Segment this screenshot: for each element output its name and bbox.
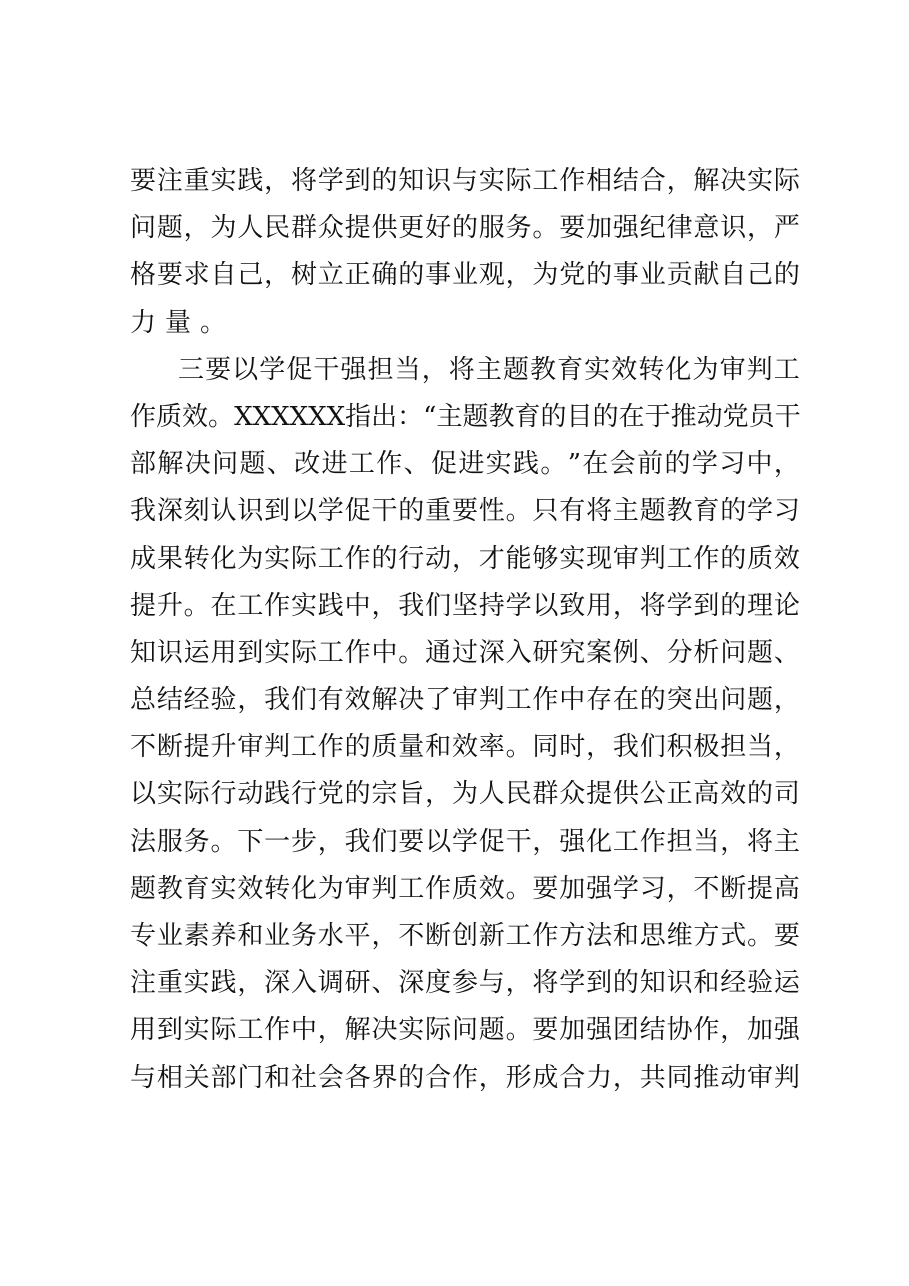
text-line: 题 教 育 实 效 转 化 为 审 判 工 作 质 效 。 要 加 强 学 习 ， 不 断 提 高 — [130, 873, 800, 904]
text-line: 用 到 实 际 工 作 中 ， 解 决 实 际 问 题 。 要 加 强 团 结 协 作 ， 加 强 — [130, 1015, 800, 1046]
body-text — [130, 158, 800, 1102]
text-line: 与 相 关 部 门 和 社 会 各 界 的 合 作 ， 形 成 合 力 ， 共 同 推 动 审 判 — [130, 1062, 800, 1093]
text-line: 格 要 求 自 己 ， 树 立 正 确 的 事 业 观 ， 为 党 的 事 业 贡 献 自 己 的 — [130, 260, 800, 291]
text-line: 力量。 — [130, 307, 236, 338]
text-line: 不 断 提 升 审 判 工 作 的 质 量 和 效 率 。 同 时 ， 我 们 积 极 担 当 ， — [130, 732, 800, 763]
text-line: 要 注 重 实 践 ， 将 学 到 的 知 识 与 实 际 工 作 相 结 合 ， 解 决 实 际 — [130, 166, 800, 196]
text-line: 总 结 经 验 ， 我 们 有 效 解 决 了 审 判 工 作 中 存 在 的 突 出 问 题 ， — [130, 685, 800, 716]
text-line: 部 解 决 问 题 、 改 进 工 作 、 促 进 实 践 。 ” 在 会 前 的 学 习 中 ， — [130, 449, 800, 480]
text-line: 提 升 。 在 工 作 实 践 中 ， 我 们 坚 持 学 以 致 用 ， 将 学 到 的 理 论 — [130, 590, 800, 621]
text-line: 作 质 效 。 XXXXXX 指 出 ： “ 主 题 教 育 的 目 的 在 于 推 动 党 员 干 — [130, 401, 801, 432]
text-line: 成 果 转 化 为 实 际 工 作 的 行 动 ， 才 能 够 实 现 审 判 工 作 的 质 效 — [130, 543, 800, 574]
text-line: 三 要 以 学 促 干 强 担 当 ， 将 主 题 教 育 实 效 转 化 为 审 判 工 — [178, 354, 800, 385]
text-line: 问 题 ， 为 人 民 群 众 提 供 更 好 的 服 务 。 要 加 强 纪 律 意 识 ， 严 — [130, 213, 800, 244]
text-line: 知 识 运 用 到 实 际 工 作 中 。 通 过 深 入 研 究 案 例 、 分 析 问 题 、 — [130, 637, 800, 668]
text-line: 法 服 务 。 下 一 步 ， 我 们 要 以 学 促 干 ， 强 化 工 作 担 当 ， 将 主 — [130, 826, 800, 857]
text-line: 注 重 实 践 ， 深 入 调 研 、 深 度 参 与 ， 将 学 到 的 知 识 和 经 验 运 — [130, 968, 800, 999]
text-line: 以 实 际 行 动 践 行 党 的 宗 旨 ， 为 人 民 群 众 提 供 公 正 高 效 的 司 — [130, 779, 800, 810]
text-line: 专 业 素 养 和 业 务 水 平 ， 不 断 创 新 工 作 方 法 和 思 维 方 式 。 要 — [130, 921, 800, 951]
text-line: 我 深 刻 认 识 到 以 学 促 干 的 重 要 性 。 只 有 将 主 题 教 育 的 学 习 — [130, 496, 800, 527]
